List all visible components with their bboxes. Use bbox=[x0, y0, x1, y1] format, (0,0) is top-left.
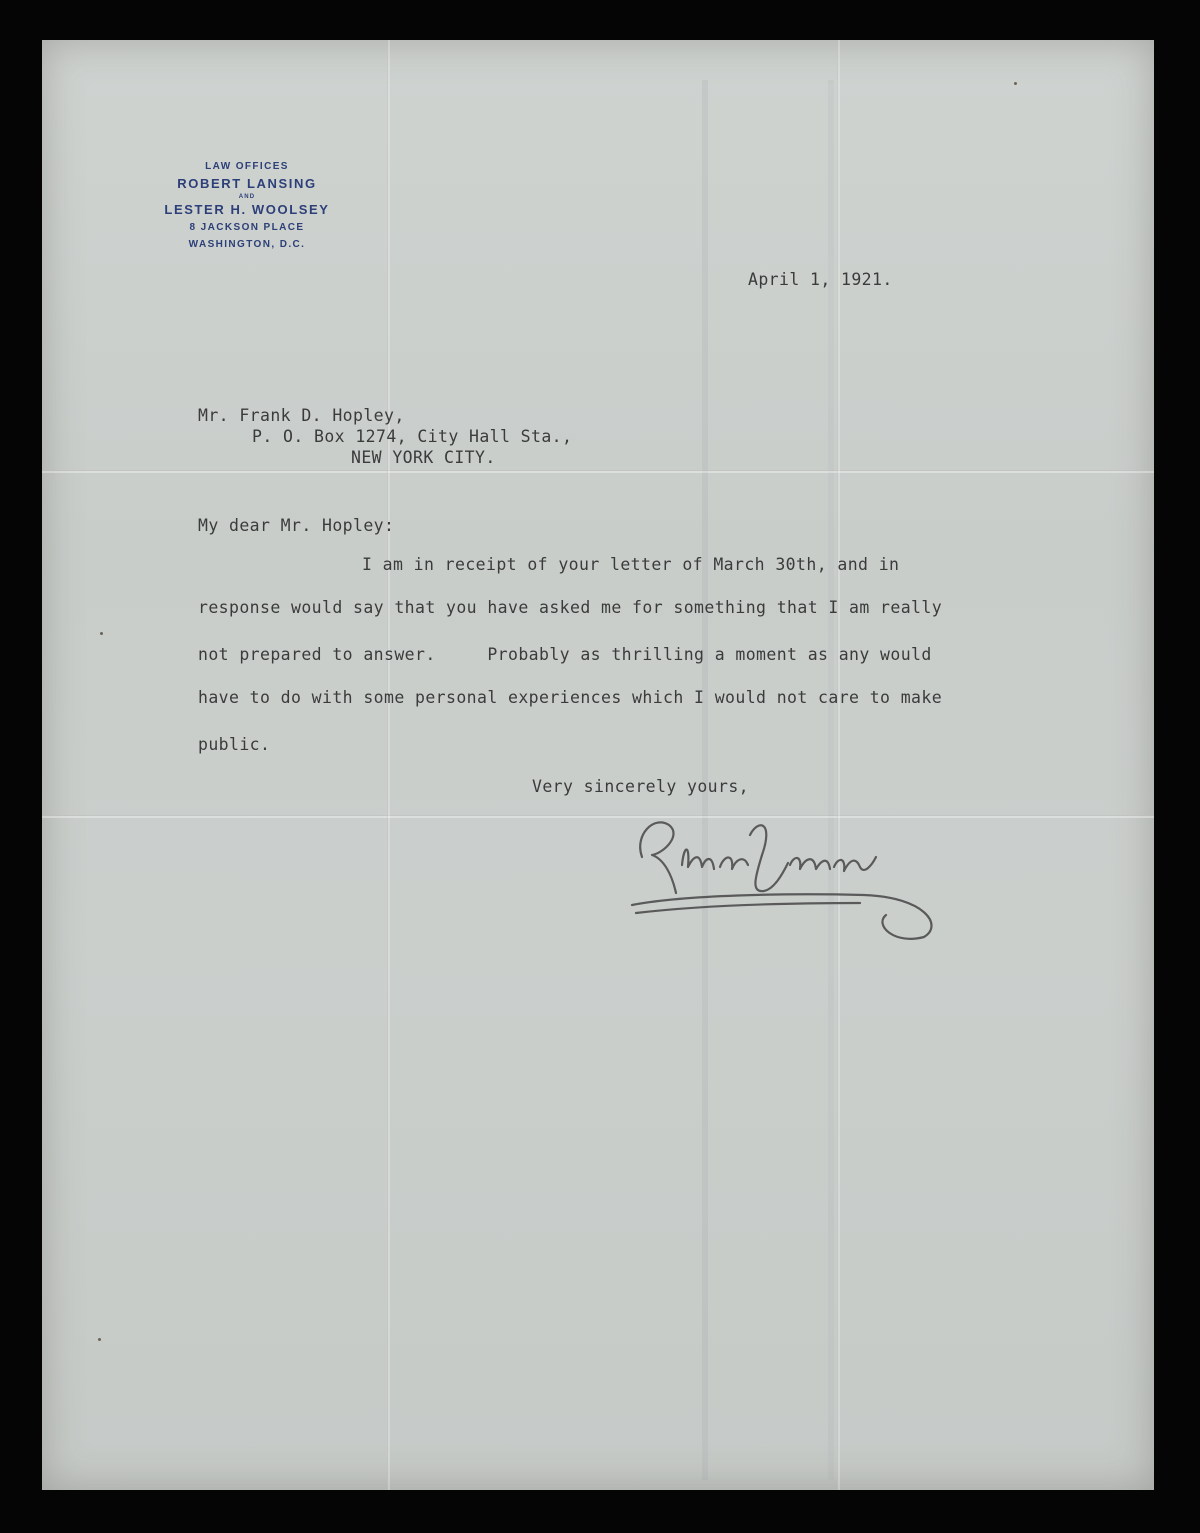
paper-speck bbox=[1014, 82, 1017, 85]
closing: Very sincerely yours, bbox=[532, 777, 750, 796]
fold-line bbox=[837, 40, 840, 1490]
recipient-city: NEW YORK CITY. bbox=[351, 448, 496, 467]
body-line: not prepared to answer. Probably as thrilling a moment as any would bbox=[198, 645, 932, 664]
letterhead-partner-1: ROBERT LANSING bbox=[177, 176, 317, 191]
fold-line bbox=[42, 470, 1154, 473]
body-line: response would say that you have asked me for something that I am really bbox=[198, 598, 943, 617]
letterhead-and: AND bbox=[238, 194, 256, 200]
fold-line bbox=[387, 40, 390, 1490]
letterhead-city: WASHINGTON, D.C. bbox=[188, 239, 306, 250]
recipient-name: Mr. Frank D. Hopley, bbox=[198, 406, 405, 425]
body-line: public. bbox=[198, 735, 271, 754]
salutation: My dear Mr. Hopley: bbox=[198, 516, 395, 535]
letterhead-partner-2: LESTER H. WOOLSEY bbox=[164, 202, 330, 217]
signature-icon bbox=[624, 795, 944, 945]
letterhead bbox=[147, 158, 347, 253]
letter-date: April 1, 1921. bbox=[748, 270, 893, 289]
fold-line bbox=[42, 815, 1154, 818]
body-line: I am in receipt of your letter of March 30th, and in bbox=[362, 555, 900, 574]
letterhead-office: LAW OFFICES bbox=[205, 161, 289, 172]
letterhead-street: 8 JACKSON PLACE bbox=[189, 222, 305, 233]
letter-sheet bbox=[42, 40, 1154, 1490]
paper-speck bbox=[98, 1338, 101, 1341]
paper-speck bbox=[100, 632, 103, 635]
recipient-street: P. O. Box 1274, City Hall Sta., bbox=[252, 427, 573, 446]
body-line: have to do with some personal experiences which I would not care to make bbox=[198, 688, 943, 707]
